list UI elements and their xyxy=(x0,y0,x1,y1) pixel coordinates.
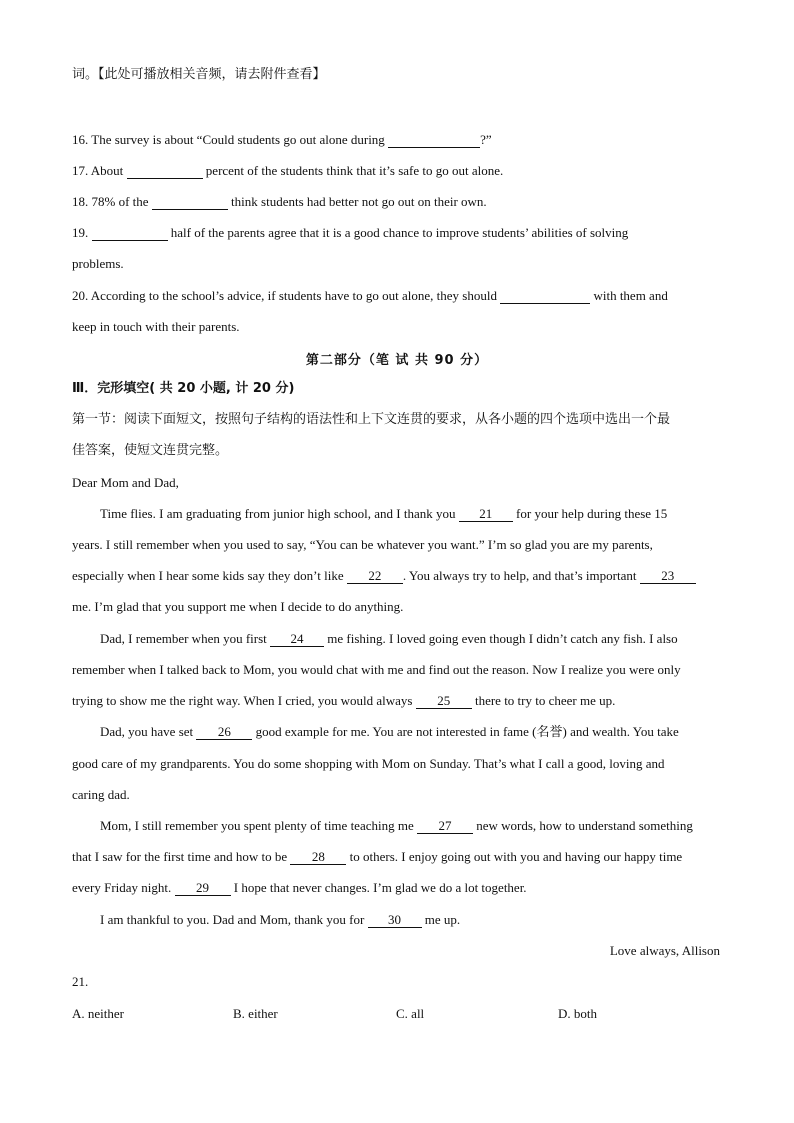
question-16 xyxy=(72,131,492,149)
p4-line3-end: I hope that never changes. I’m glad we do a lot together. xyxy=(233,880,527,895)
q19-continuation: problems. xyxy=(72,256,124,271)
instructions-line2: 佳答案，使短文连贯完整。 xyxy=(72,443,229,458)
p1-line3-text: especially when I hear some kids say they don’t like xyxy=(72,568,344,583)
p3-line3: caring dad. xyxy=(72,787,130,802)
p2-line3-text: trying to show me the right way. When I cried, you would always xyxy=(72,693,413,708)
question-17 xyxy=(72,162,503,180)
p2-line2: remember when I talked back to Mom, you would chat with me and find out the reason. Now I realize you were only xyxy=(72,662,681,677)
blank-30[interactable]: 30 xyxy=(368,913,422,928)
p5-end: me up. xyxy=(424,912,461,927)
p4-line2-text: that I saw for the first time and how to be xyxy=(72,849,288,864)
p4-line3-text: every Friday night. xyxy=(72,880,172,895)
p3-line2: good care of my grandparents. You do some shopping with Mom on Sunday. That’s what I call a good, loving and xyxy=(72,756,665,771)
q16-blank[interactable] xyxy=(388,133,480,148)
q19-text: 19. xyxy=(72,225,89,240)
q18-blank[interactable] xyxy=(152,195,228,210)
question-21-number: 21. xyxy=(72,974,89,989)
blank-24[interactable]: 24 xyxy=(270,632,324,647)
p2-line1-text: Dad, I remember when you first xyxy=(100,631,267,646)
q18-text: 18. 78% of the xyxy=(72,194,149,209)
letter-signoff: Love always, Allison xyxy=(609,943,720,958)
question-18 xyxy=(72,193,487,211)
p2-line1 xyxy=(100,630,678,648)
p1-line3-mid: . You always try to help, and that’s important xyxy=(402,568,637,583)
p3-line1-text: Dad, you have set xyxy=(100,724,194,739)
instructions-line1: 第一节：阅读下面短文，按照句子结构的语法性和上下文连贯的要求，从各小题的四个选项中选出一个最 xyxy=(72,412,671,427)
section3-title: Ⅲ．完形填空( 共 20 小题, 计 20 分) xyxy=(72,381,295,396)
p4-line1 xyxy=(100,817,693,835)
q20-blank[interactable] xyxy=(500,289,590,304)
p5-line1 xyxy=(100,911,460,929)
q19-end: half of the parents agree that it is a good chance to improve students’ abilities of solving xyxy=(170,225,629,240)
letter-greeting: Dear Mom and Dad, xyxy=(72,475,179,490)
p1-line1-text: Time flies. I am graduating from junior high school, and I thank you xyxy=(100,506,456,521)
blank-28[interactable]: 28 xyxy=(290,850,346,865)
p4-line2-end: to others. I enjoy going out with you and having our happy time xyxy=(349,849,683,864)
p4-line2 xyxy=(72,848,682,866)
p1-line2: years. I still remember when you used to say, “You can be whatever you want.” I’m so glad you are my parents, xyxy=(72,537,653,552)
blank-22[interactable]: 22 xyxy=(347,569,403,584)
blank-29[interactable]: 29 xyxy=(175,881,231,896)
p1-line3 xyxy=(72,567,696,585)
q21-option-a[interactable]: A. neither xyxy=(72,1006,124,1021)
q16-text: 16. The survey is about “Could students go out alone during xyxy=(72,132,385,147)
q21-option-c[interactable]: C. all xyxy=(396,1006,425,1021)
p2-line1-end: me fishing. I loved going even though I didn’t catch any fish. I also xyxy=(327,631,678,646)
question-20 xyxy=(72,287,668,305)
q17-blank[interactable] xyxy=(127,164,203,179)
p3-line1 xyxy=(100,723,679,741)
question-19 xyxy=(72,224,628,242)
q20-end: with them and xyxy=(593,288,668,303)
q21-option-d[interactable]: D. both xyxy=(558,1006,597,1021)
q20-text: 20. According to the school’s advice, if students have to go out alone, they should xyxy=(72,288,497,303)
q16-end: ?” xyxy=(480,132,492,147)
p4-line1-end: new words, how to understand something xyxy=(476,818,693,833)
p2-line3 xyxy=(72,692,615,710)
q19-blank[interactable] xyxy=(92,226,168,241)
blank-27[interactable]: 27 xyxy=(417,819,473,834)
blank-26[interactable]: 26 xyxy=(196,725,252,740)
p3-line1-end: good example for me. You are not interested in fame (名誉) and wealth. You take xyxy=(255,724,679,739)
p2-line3-end: there to try to cheer me up. xyxy=(474,693,616,708)
p5-text: I am thankful to you. Dad and Mom, thank you for xyxy=(100,912,365,927)
blank-25[interactable]: 25 xyxy=(416,694,472,709)
q18-end: think students had better not go out on their own. xyxy=(231,194,487,209)
part2-title: 第二部分（笔 试 共 90 分） xyxy=(305,353,489,368)
blank-23[interactable]: 23 xyxy=(640,569,696,584)
q17-text: 17. About xyxy=(72,163,124,178)
p1-line1-end: for your help during these 15 xyxy=(516,506,668,521)
p1-line1 xyxy=(100,505,667,523)
blank-21[interactable]: 21 xyxy=(459,507,513,522)
q17-end: percent of the students think that it’s safe to go out alone. xyxy=(205,163,504,178)
p4-line3 xyxy=(72,879,527,897)
p4-line1-text: Mom, I still remember you spent plenty of time teaching me xyxy=(100,818,414,833)
q21-option-b[interactable]: B. either xyxy=(233,1006,278,1021)
p1-line4: me. I’m glad that you support me when I decide to do anything. xyxy=(72,599,404,614)
audio-note: 词。【此处可播放相关音频，请去附件查看】 xyxy=(72,67,326,82)
q20-continuation: keep in touch with their parents. xyxy=(72,319,240,334)
